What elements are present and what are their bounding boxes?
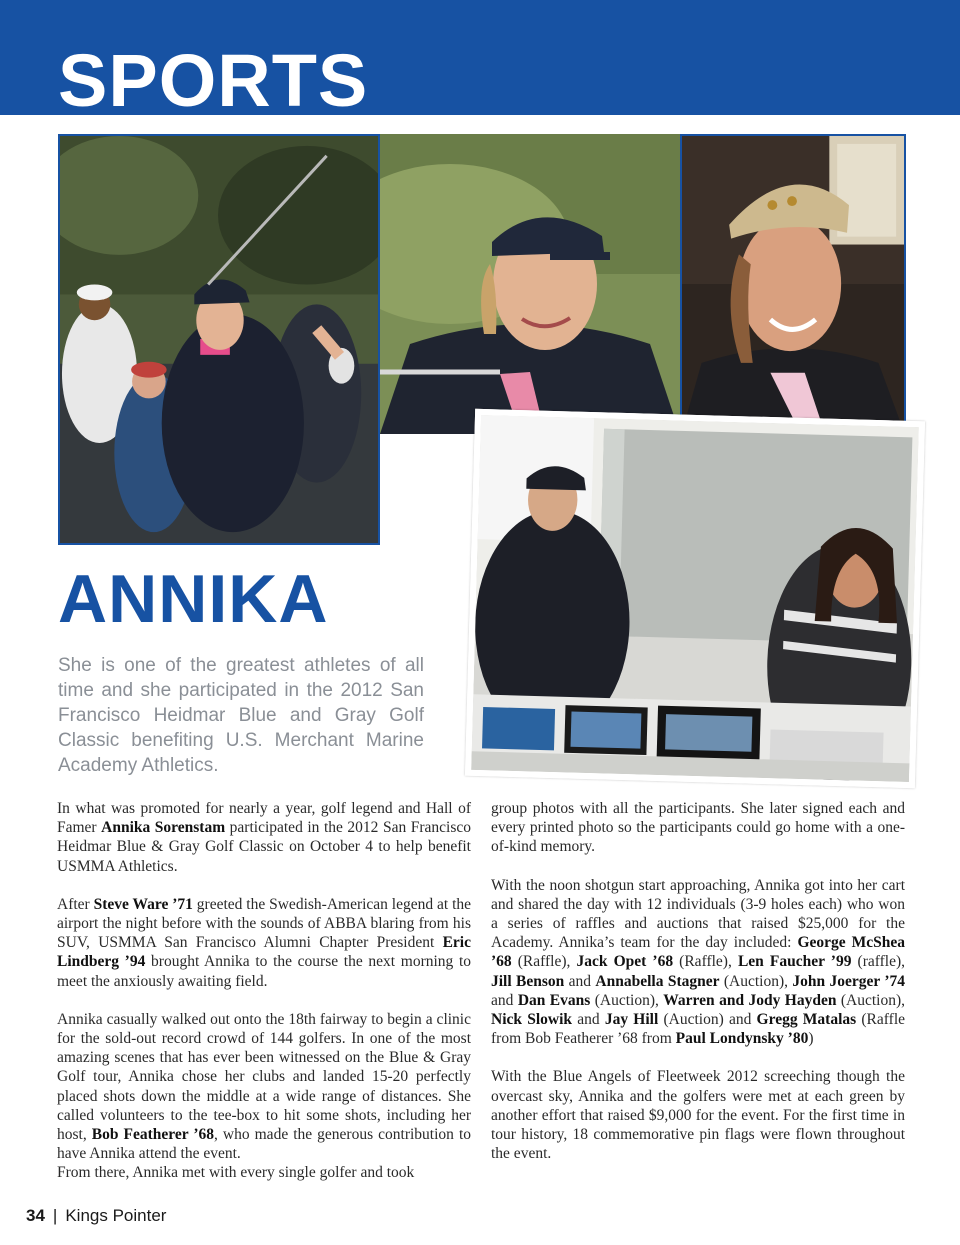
photo-annika-portrait: [380, 134, 680, 434]
paragraph: group photos with all the participants. She later signed each and every printed photo so the participants could go home with a one-of-kind memory.: [491, 800, 905, 856]
text-run: (raffle),: [851, 953, 906, 971]
text-run: With the noon shotgun start approaching, Annika got into her cart and shared the day with 12 individuals (3-9 holes each) who won a series of raffles and auctions that raised $25,000 for the Academy. Annika’s team for the day included:: [491, 876, 905, 952]
paragraph: With the Blue Angels of Fleetweek 2012 screeching though the overcast sky, Annika and the golfers were met at each green by another effort that raised $9,000 for the event. For the first time in tour history, 18 commemorative pin flags were flown throughout the event.: [491, 1068, 905, 1163]
text-run: , who made the generous contribution to have Annika attend the event.: [57, 1126, 471, 1163]
person-name: Jill Benson: [491, 972, 565, 990]
text-run: (Auction),: [719, 972, 793, 990]
person-name: Annika Sorenstam: [101, 819, 226, 837]
article-deck: She is one of the greatest athletes of all time and she participated in the 2012 San Francisco Heidmar Blue and Gray Golf Classic benefiting U.S. Merchant Marine Academy Athletics.: [58, 655, 424, 776]
person-name: George McShea ’68: [491, 934, 905, 971]
text-run: participated in the 2012 San Francisco Heidmar Blue & Gray Golf Classic on October 4 to help benefit USMMA Athletics.: [57, 819, 471, 875]
person-name: Steve Ware ’71: [93, 895, 193, 913]
text-run: and: [572, 1011, 605, 1029]
paragraph: [57, 799, 471, 876]
section-title: SPORTS: [58, 39, 369, 122]
person-name: John Joerger ’74: [792, 972, 905, 990]
person-name: Jay Hill: [604, 1011, 659, 1029]
paragraph: From there, Annika met with every single golfer and took: [57, 1164, 415, 1182]
person-name: Len Faucher ’99: [737, 953, 852, 971]
text-run: After: [57, 895, 94, 913]
person-name: Jack Opet ’68: [576, 953, 674, 971]
person-name: Annabella Stagner: [595, 972, 720, 990]
text-run: greeted the Swedish-American legend at the airport the night before with the sounds of ABBA blaring from his SUV, USMMA San Francisco Alumni Chapter President: [57, 895, 472, 952]
photo-annika-signing: [465, 409, 925, 788]
text-run: (Raffle from Bob Featherer ’68 from: [491, 1011, 906, 1048]
text-run: ): [808, 1030, 814, 1048]
text-run: and: [491, 991, 518, 1009]
article-column-left: [57, 799, 471, 1183]
paragraph: [57, 895, 471, 991]
photo-annika-swing: [58, 134, 380, 545]
article-column-right: [491, 799, 905, 1163]
person-name: Eric Lindberg ’94: [57, 934, 471, 971]
photo-annika-cap: [680, 134, 906, 434]
person-name: Gregg Matalas: [756, 1011, 857, 1029]
publication-name: Kings Pointer: [65, 1206, 167, 1225]
text-run: (Raffle),: [511, 953, 577, 971]
footer-separator: |: [52, 1206, 58, 1225]
text-run: and: [564, 972, 596, 990]
person-name: Dan Evans: [517, 991, 591, 1009]
text-run: In what was promoted for nearly a year, golf legend and Hall of Famer: [57, 800, 471, 837]
person-name: Bob Featherer ’68: [91, 1126, 215, 1144]
article-headline: ANNIKA: [58, 561, 329, 637]
text-run: (Raffle),: [673, 953, 738, 971]
person-name: Nick Slowik: [491, 1011, 573, 1029]
page-footer: [26, 1206, 166, 1226]
person-name: Warren and Jody Hayden: [663, 991, 837, 1009]
text-run: brought Annika to the course the next morning to meet the anxiously awaiting field.: [57, 953, 472, 990]
text-run: (Auction) and: [658, 1011, 757, 1029]
paragraph: [57, 1010, 471, 1164]
text-run: (Auction),: [590, 991, 664, 1009]
paragraph: [491, 876, 905, 1049]
page-number: 34: [26, 1206, 45, 1225]
text-run: Annika casually walked out onto the 18th fairway to begin a clinic for the sold-out record crowd of 144 golfers. In one of the most amazing scenes that has ever been witnessed on the Blue & Gray Golf tour, Annika chose her clubs and landed 15-20 perfectly placed shots down the middle at a wide range of distances. She called volunteers to the tee-box to hit some shots, including her host,: [57, 1010, 471, 1144]
person-name: Paul Londynsky ’80: [675, 1030, 809, 1048]
text-run: (Auction),: [836, 991, 906, 1009]
